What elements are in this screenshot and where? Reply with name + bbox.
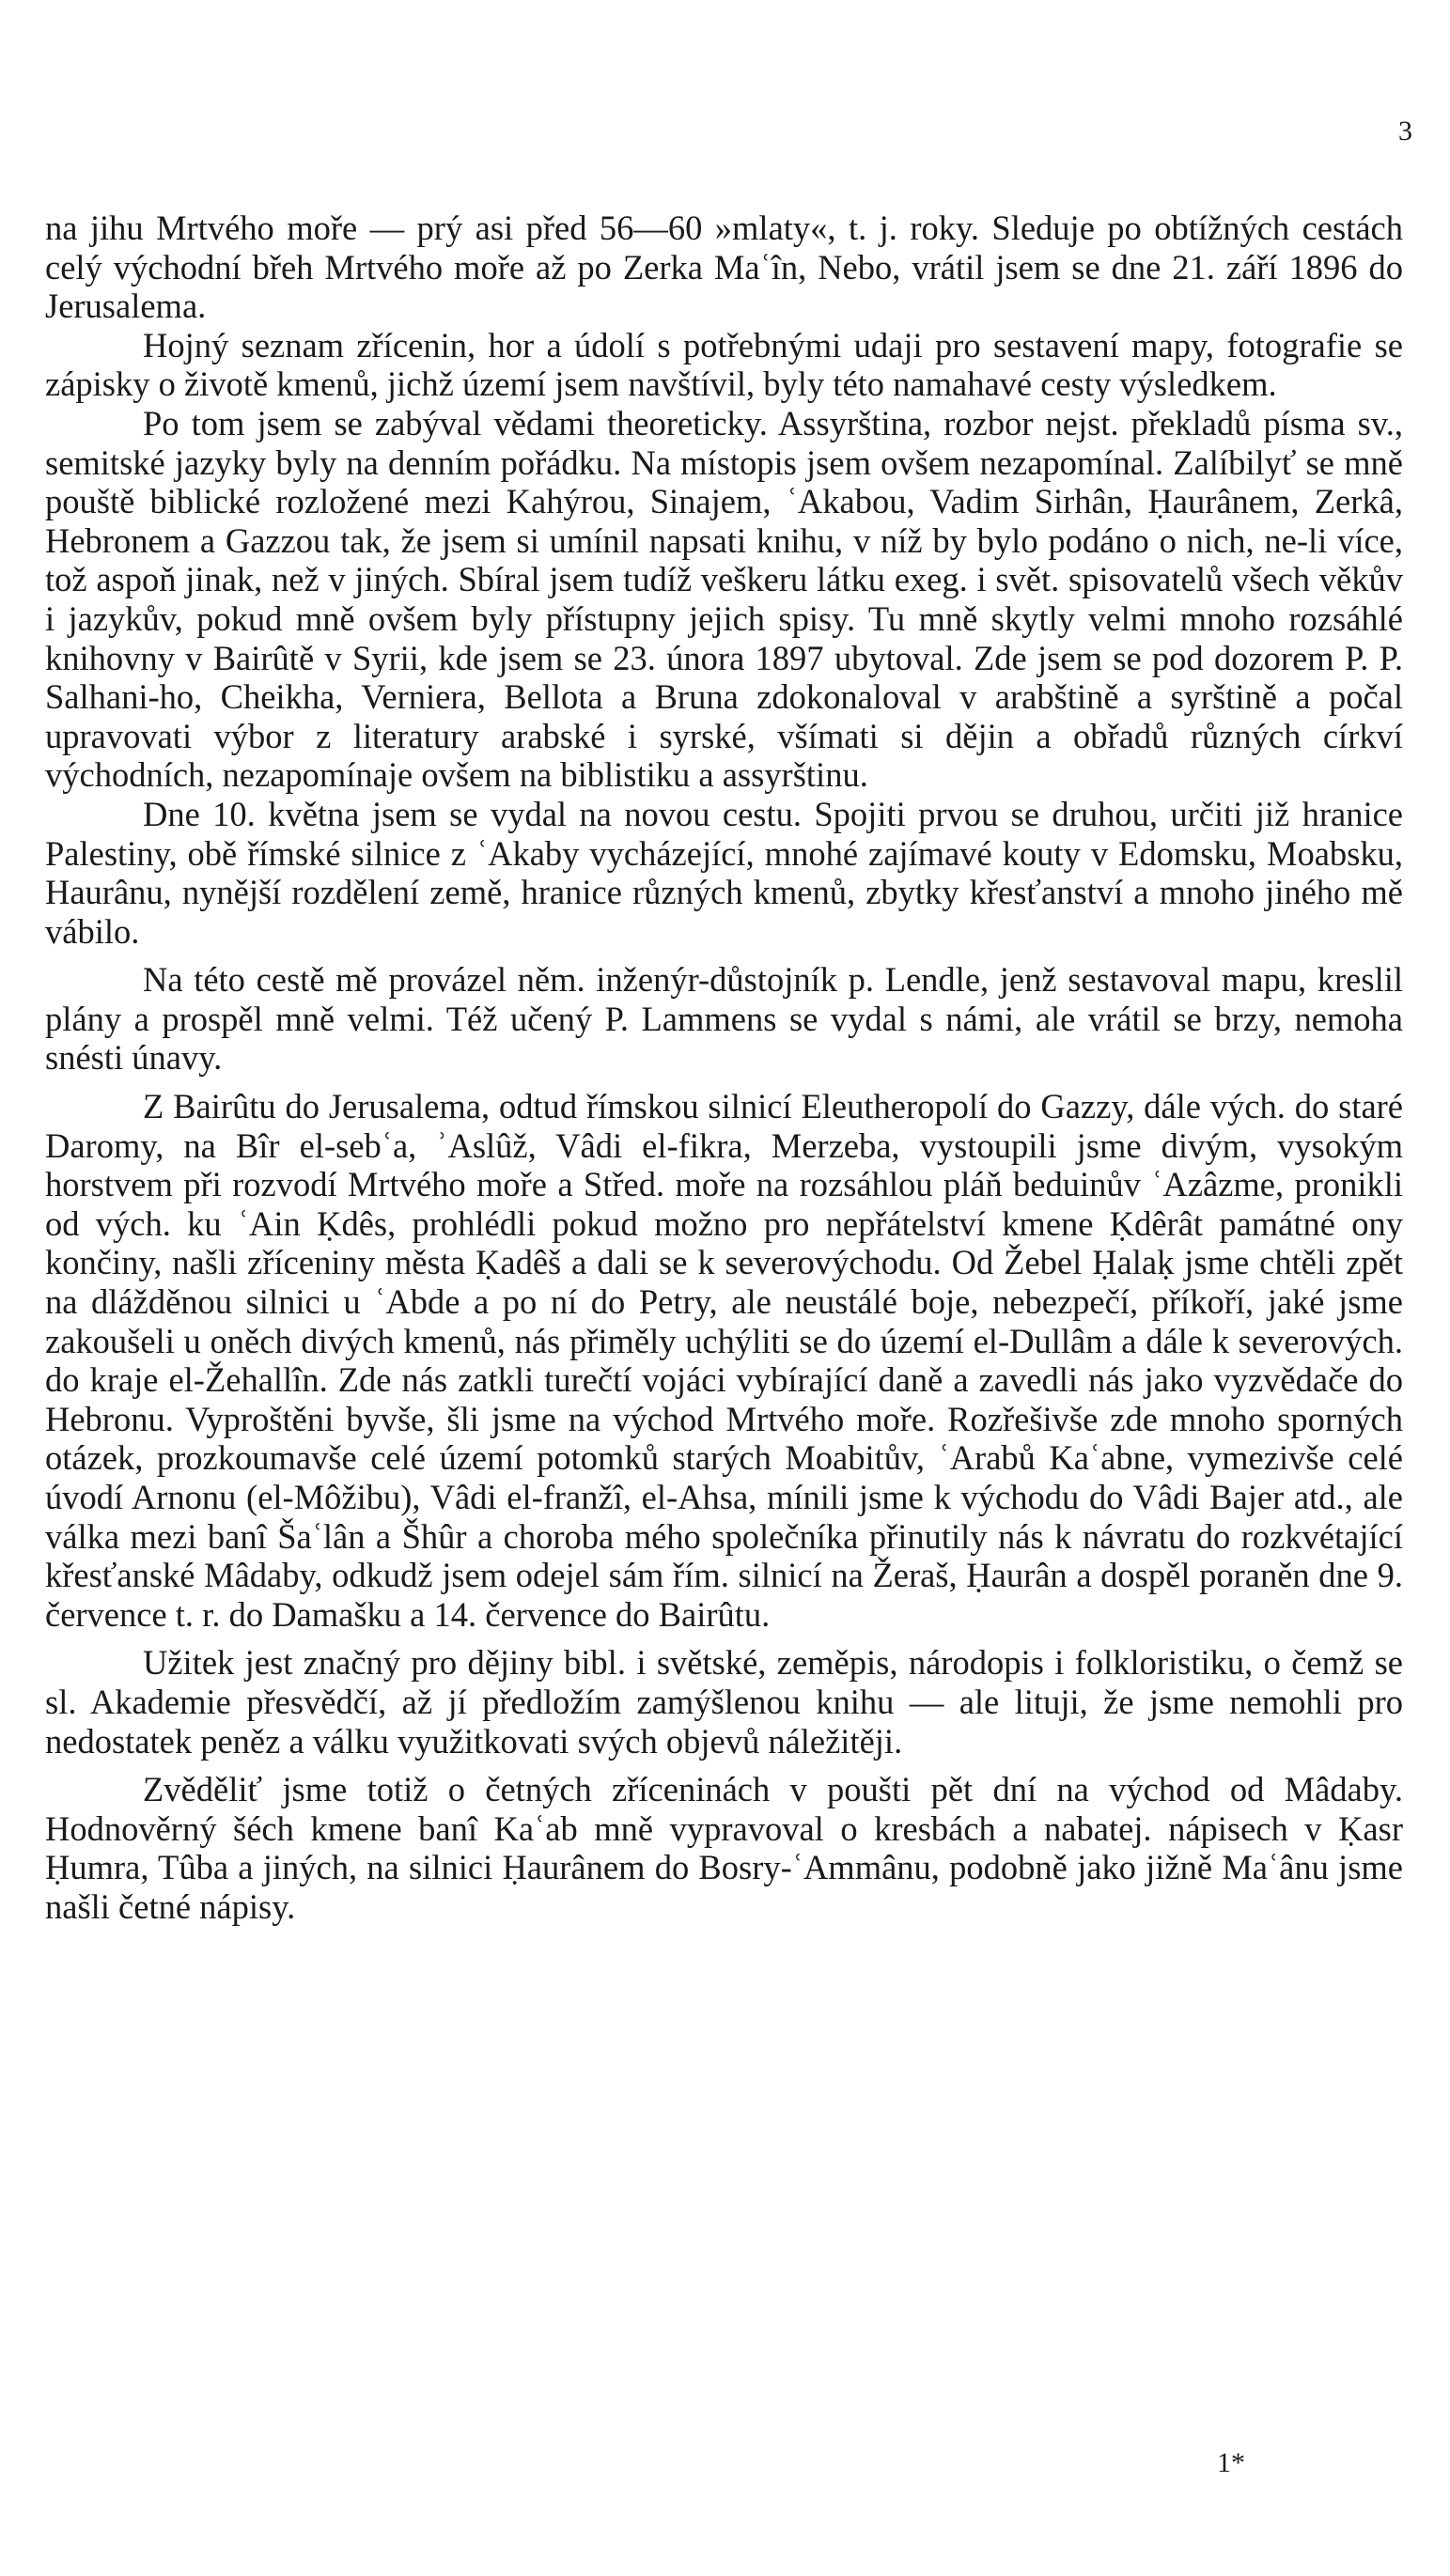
paragraph-7: Užitek jest značný pro dějiny bibl. i světské, zeměpis, národopis i folkloristiku, o čemž se sl. Akademie přesvědčí, až jí předložím zamýšlenou knihu — ale lituji, že jsme nemohli pro nedostatek peněz a válku využitkovati svých objevů náležitěji.	[45, 1643, 1403, 1761]
paragraph-5: Na této cestě mě provázel něm. inženýr-důstojník p. Lendle, jenž sestavoval mapu, kreslil plány a prospěl mně velmi. Též učený P. Lammens se vydal s námi, ale vrátil se brzy, nemoha snésti únavy.	[45, 960, 1403, 1078]
paragraph-4: Dne 10. května jsem se vydal na novou cestu. Spojiti prvou se druhou, určiti již hranice Palestiny, obě římské silnice z ʿAkaby vycházející, mnohé zajímavé kouty v Edomsku, Moabsku, Haurânu, nynější rozdělení země, hranice různých kmenů, zbytky křesťanství a mnoho jiného mě vábilo.	[45, 794, 1403, 951]
paragraph-2: Hojný seznam zřícenin, hor a údolí s potřebnými udaji pro sestavení mapy, fotografie se zápisky o životě kmenů, jichž území jsem navštívil, byly této namahavé cesty výsledkem.	[45, 325, 1403, 404]
body-text	[45, 209, 1403, 1927]
paragraph-8: Zvěděliť jsme totiž o četných zříceninách v poušti pět dní na východ od Mâdaby. Hodnověrný šéch kmene banî Kaʿab mně vypravoval o kresbách a nabatej. nápisech v Ḳasr Ḥumra, Tûba a jiných, na silnici Ḥaurânem do Bosry-ʿAmmânu, podobně jako jižně Maʿânu jsme našli četné nápisy.	[45, 1770, 1403, 1926]
page-number: 3	[1398, 116, 1412, 147]
printer-signature-mark: 1*	[1217, 2447, 1245, 2478]
paragraph-1: na jihu Mrtvého moře — prý asi před 56—60 »mlaty«, t. j. roky. Sleduje po obtížných cestách celý východní břeh Mrtvého moře až po Zerka Maʿîn, Nebo, vrátil jsem se dne 21. září 1896 do Jerusalema.	[45, 209, 1403, 326]
paragraph-3: Po tom jsem se zabýval vědami theoreticky. Assyrština, rozbor nejst. překladů písma sv., semitské jazyky byly na denním pořádku. Na místopis jsem ovšem nezapomínal. Zalíbilyť se mně pouště biblické rozložené mezi Kahýrou, Sinajem, ʿAkabou, Vadim Sirhân, Ḥaurânem, Zerkâ, Hebronem a Gazzou tak, že jsem si umínil napsati knihu, v níž by bylo podáno o nich, ne-li více, tož aspoň jinak, než v jiných. Sbíral jsem tudíž veškeru látku exeg. i svět. spisovatelů všech věkův i jazykův, pokud mně ovšem byly přístupny jejich spisy. Tu mně skytly velmi mnoho rozsáhlé knihovny v Bairûtě v Syrii, kde jsem se 23. února 1897 ubytoval. Zde jsem se pod dozorem P. P. Salhani-ho, Cheikha, Verniera, Bellota a Bruna zdokonaloval v arabštině a syrštině a počal upravovati výbor z literatury arabské i syrské, všímati si dějin a obřadů různých církví východních, nezapomínaje ovšem na biblistiku a assyrštinu.	[45, 403, 1403, 795]
paragraph-6: Z Bairûtu do Jerusalema, odtud římskou silnicí Eleutheropolí do Gazzy, dále vých. do staré Daromy, na Bîr el-sebʿa, ʾAslûž, Vâdi el-fikra, Merzeba, vystoupili jsme divým, vysokým horstvem při rozvodí Mrtvého moře a Střed. moře na rozsáhlou pláň beduinův ʿAzâzme, pronikli od vých. ku ʿAin Ḳdês, prohlédli pokud možno pro nepřátelství kmene Ḳdêrât památné ony končiny, našli zříceniny města Ḳadêš a dali se k severovýchodu. Od Žebel Ḥalaḳ jsme chtěli zpět na dlážděnou silnici u ʿAbde a po ní do Petry, ale neustálé boje, nebezpečí, příkoří, jaké jsme zakoušeli u oněch divých kmenů, nás přiměly uchýliti se do území el-Dullâm a dále k severových. do kraje el-Žehallîn. Zde nás zatkli turečtí vojáci vybírající daně a zavedli nás jako vyzvědače do Hebronu. Vyproštěni byvše, šli jsme na východ Mrtvého moře. Rozřešivše zde mnoho sporných otázek, prozkoumavše celé území potomků starých Moabitův, ʿArabů Kaʿabne, vymezivše celé úvodí Arnonu (el-Môžibu), Vâdi el-franžî, el-Ahsa, mínili jsme k východu do Vâdi Bajer atd., ale válka mezi banî Šaʿlân a Šhûr a choroba mého společníka přinutily nás k návratu do rozkvétající křesťanské Mâdaby, odkudž jsem odejel sám řím. silnicí na Žeraš, Ḥaurân a dospěl poraněn dne 9. července t. r. do Damašku a 14. července do Bairûtu.	[45, 1087, 1403, 1634]
